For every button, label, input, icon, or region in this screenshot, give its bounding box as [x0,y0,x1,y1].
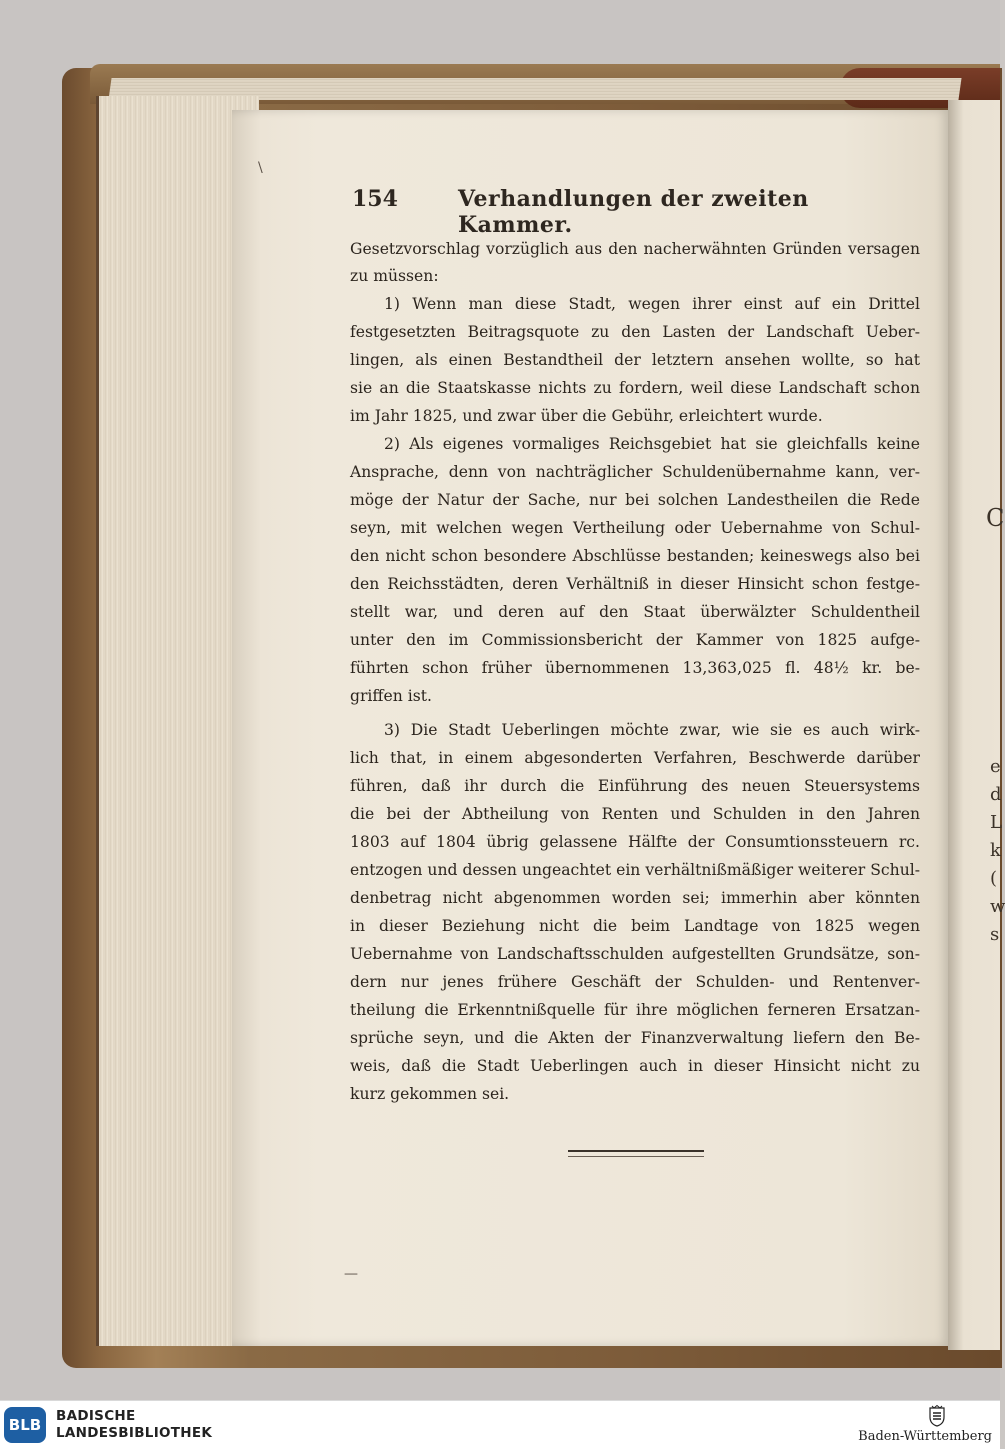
facing-page-glyph: k [990,840,1001,861]
text-line: zu müssen: [350,267,439,285]
facing-page-glyph: C [986,504,1005,532]
facing-page-glyph: L [990,812,1002,833]
text-line: führen, daß ihr durch die Einführung des neuen Steuersystems [350,777,920,795]
text-line: möge der Natur der Sache, nur bei solchen Landestheilen die Rede [350,491,920,509]
text-line: Uebernahme von Landschaftsschulden aufgestellten Grundsätze, son- [350,945,920,963]
stray-mark: — [344,1266,358,1282]
text-line: im Jahr 1825, und zwar über die Gebühr, erleichtert wurde. [350,407,823,425]
facing-page-glyph: ( [990,868,998,889]
text-line: führten schon früher übernommenen 13,363,025 fl. 48½ kr. be- [350,659,920,677]
text-line: den nicht schon besondere Abschlüsse bestanden; keineswegs also bei [350,547,920,565]
text-line: in dieser Beziehung nicht die beim Landtage von 1825 wegen [350,917,920,935]
text-line: 3) Die Stadt Ueberlingen möchte zwar, wie sie es auch wirk- [384,721,920,739]
state-name: Baden-Württemberg [858,1429,992,1444]
library-name-line2: LANDESBIBLIOTHEK [56,1425,213,1441]
text-line: sie an die Staatskasse nichts zu fordern, weil diese Landschaft schon [350,379,920,397]
text-line: 1) Wenn man diese Stadt, wegen ihrer einst auf ein Drittel [384,295,920,313]
text-line: 2) Als eigenes vormaliges Reichsgebiet hat sie gleichfalls keine [384,435,920,453]
text-line: stellt war, und deren auf den Staat überwälzter Schuldentheil [350,603,920,621]
text-line: dern nur jenes frühere Geschäft der Schulden- und Rentenver- [350,973,920,991]
facing-page-glyph: w [990,896,1005,917]
text-line: die bei der Abtheilung von Renten und Schulden in den Jahren [350,805,920,823]
text-line: kurz gekommen sei. [350,1085,510,1103]
facing-page-sliver [948,100,1000,1350]
text-line: festgesetzten Beitragsquote zu den Lasten der Landschaft Ueber- [350,323,920,341]
text-line: griffen ist. [350,687,432,705]
coat-of-arms-icon [928,1405,946,1427]
running-head [350,186,870,238]
text-line: seyn, mit welchen wegen Vertheilung oder Uebernahme von Schul- [350,519,920,537]
text-line: weis, daß die Stadt Ueberlingen auch in dieser Hinsicht nicht zu [350,1057,920,1075]
text-line: theilung die Erkenntnißquelle für ihre möglichen ferneren Ersatzan- [350,1001,920,1019]
text-line: Gesetzvorschlag vorzüglich aus den nacherwähnten Gründen versagen [350,240,920,258]
blb-logo[interactable]: BLB [4,1407,46,1443]
text-line: Ansprache, denn von nachträglicher Schuldenübernahme kann, ver- [350,463,920,481]
text-line: 1803 auf 1804 übrig gelassene Hälfte der Consumtionssteuern rc. [350,833,920,851]
text-line: den Reichsstädten, deren Verhältniß in dieser Hinsicht schon festge- [350,575,920,593]
text-line: entzogen und dessen ungeachtet ein verhältnißmäßiger weiterer Schul- [350,861,920,879]
library-name[interactable] [56,1408,212,1442]
text-line: lingen, als einen Bestandtheil der letztern ansehen wollte, so hat [350,351,920,369]
running-head-title: Verhandlungen der zweiten Kammer. [458,186,809,238]
library-name-line1: BADISCHE [56,1408,136,1424]
text-line: unter den im Commissionsbericht der Kammer von 1825 aufge- [350,631,920,649]
facing-page-glyph: s [990,924,1000,945]
facing-page-glyph: d [990,784,1002,805]
footer-bar [0,1400,1000,1449]
page-number: 154 [352,186,398,212]
stray-mark: \ [258,160,263,176]
text-line: sprüche seyn, und die Akten der Finanzverwaltung liefern den Be- [350,1029,920,1047]
facing-page-glyph: e [990,756,1001,777]
text-line: denbetrag nicht abgenommen worden sei; immerhin aber könnten [350,889,920,907]
end-rule [568,1150,704,1157]
text-line: lich that, in einem abgesonderten Verfahren, Beschwerde darüber [350,749,920,767]
